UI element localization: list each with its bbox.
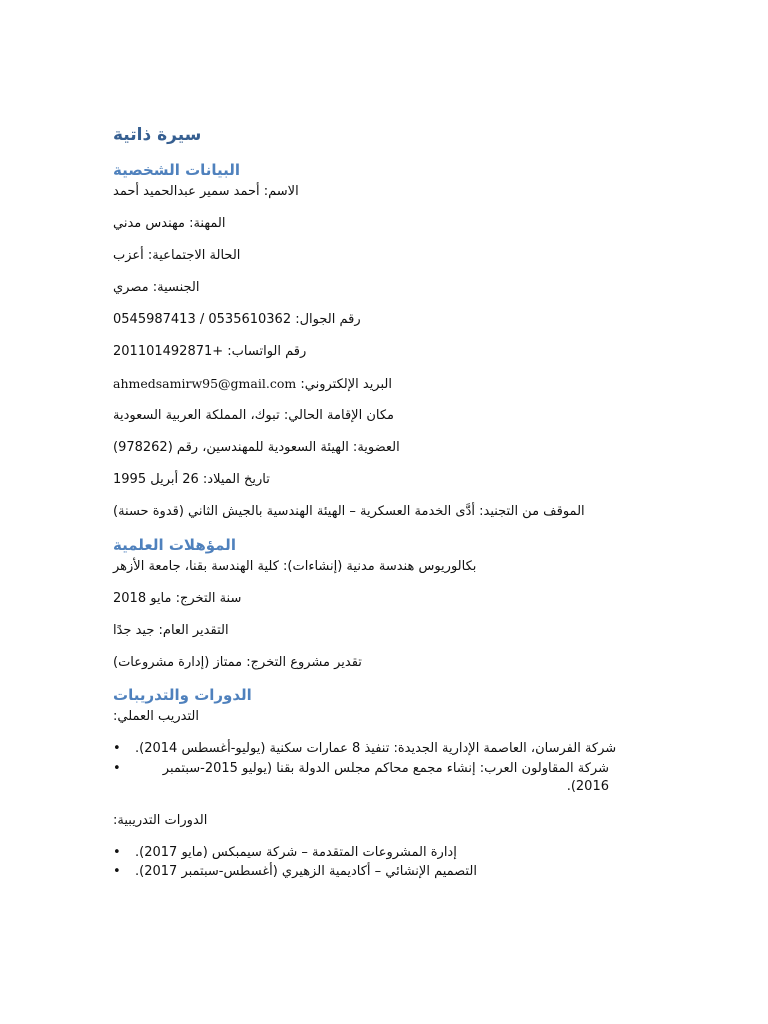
list-item	[113, 740, 633, 758]
list-item	[113, 760, 633, 796]
course-item-1: إدارة المشروعات المتقدمة – شركة سيمبكس (مايو 2017).	[135, 845, 457, 860]
practical-label: التدريب العملي:	[113, 709, 199, 724]
bullet-icon: •	[113, 761, 121, 776]
whatsapp-line: رقم الواتساب: +201101492871	[113, 344, 307, 359]
education-heading: المؤهلات العلمية	[113, 536, 236, 554]
marital-line: الحالة الاجتماعية: أعزب	[113, 248, 241, 263]
list-item	[113, 863, 633, 881]
grad-year-line: سنة التخرج: مايو 2018	[113, 591, 242, 606]
project-line: تقدير مشروع التخرج: ممتاز (إدارة مشروعات)	[113, 655, 362, 670]
bullet-icon: •	[113, 864, 121, 879]
birth-line: تاريخ الميلاد: 26 أبريل 1995	[113, 472, 270, 487]
email-line	[113, 375, 628, 394]
degree-line: بكالوريوس هندسة مدنية (إنشاءات): كلية الهندسة بقنا، جامعة الأزهر	[113, 559, 477, 574]
training-heading: الدورات والتدريبات	[113, 686, 252, 704]
course-item-2: التصميم الإنشائي – أكاديمية الزهيري (أغسطس-سبتمبر 2017).	[135, 864, 477, 879]
grade-line: التقدير العام: جيد جدًا	[113, 623, 229, 638]
residence-line: مكان الإقامة الحالي: تبوك، المملكة العربية السعودية	[113, 408, 394, 423]
name-line: الاسم: أحمد سمير عبدالحميد أحمد	[113, 184, 299, 199]
bullet-icon: •	[113, 741, 121, 756]
email-value[interactable]: ahmedsamirw95@gmail.com	[113, 376, 297, 391]
mobile-line: رقم الجوال: 0535610362 / 0545987413	[113, 312, 361, 327]
personal-heading: البيانات الشخصية	[113, 161, 241, 179]
profession-line: المهنة: مهندس مدني	[113, 216, 226, 231]
nationality-line: الجنسية: مصري	[113, 280, 200, 295]
list-item	[113, 844, 633, 862]
military-line: الموقف من التجنيد: أدَّى الخدمة العسكرية – الهيئة الهندسية بالجيش الثاني (قدوة حسنة)	[113, 504, 585, 519]
practical-item-2: شركة المقاولون العرب: إنشاء مجمع محاكم مجلس الدولة بقنا (يوليو 2015-سبتمبر 2016).	[162, 761, 609, 794]
courses-label: الدورات التدريبية:	[113, 813, 208, 828]
bullet-icon: •	[113, 845, 121, 860]
practical-item-1: شركة الفرسان، العاصمة الإدارية الجديدة: تنفيذ 8 عمارات سكنية (يوليو-أغسطس 2014).	[135, 741, 617, 756]
email-label: البريد الإلكتروني:	[300, 377, 392, 392]
document-title: سيرة ذاتية	[113, 125, 202, 145]
membership-line: العضوية: الهيئة السعودية للمهندسين، رقم (978262)	[113, 440, 400, 455]
